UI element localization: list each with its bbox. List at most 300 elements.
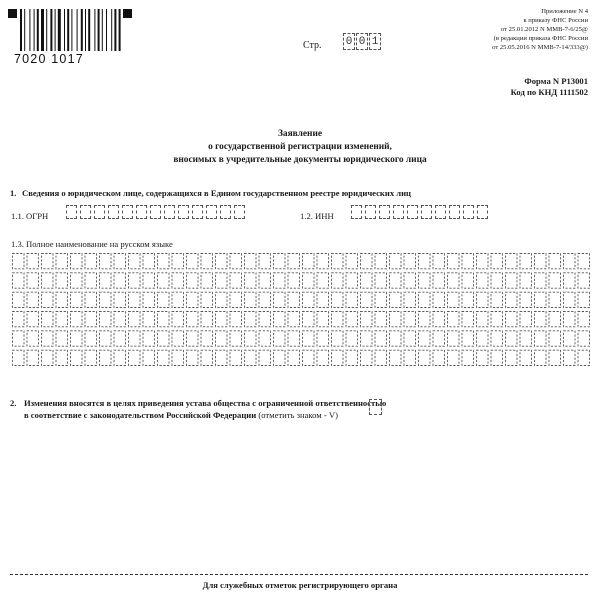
name-cell[interactable]: [564, 273, 576, 288]
name-cell[interactable]: [129, 292, 141, 307]
name-cell[interactable]: [361, 254, 373, 269]
name-cell[interactable]: [13, 331, 25, 346]
name-cell[interactable]: [462, 312, 474, 327]
name-cell[interactable]: [361, 312, 373, 327]
footer-note: Для служебных отметок регистрирующего органа: [202, 580, 398, 590]
name-cell[interactable]: [85, 312, 97, 327]
name-cell[interactable]: [187, 312, 199, 327]
name-cell[interactable]: [549, 273, 561, 288]
name-cell[interactable]: [259, 312, 271, 327]
barcode-bar: [41, 9, 44, 51]
name-cell[interactable]: [27, 254, 39, 269]
name-cell[interactable]: [578, 254, 590, 269]
name-cell[interactable]: [448, 350, 460, 365]
name-cell[interactable]: [27, 292, 39, 307]
name-cell[interactable]: [564, 350, 576, 365]
digit-cell[interactable]: [164, 205, 175, 219]
name-cell[interactable]: [288, 312, 300, 327]
name-cell[interactable]: [245, 273, 257, 288]
name-cell[interactable]: [114, 350, 126, 365]
name-cell[interactable]: [491, 312, 503, 327]
name-cell[interactable]: [71, 254, 83, 269]
name-cell[interactable]: [13, 312, 25, 327]
name-cell[interactable]: [578, 350, 590, 365]
name-cell[interactable]: [506, 254, 518, 269]
name-cell[interactable]: [27, 273, 39, 288]
name-cell[interactable]: [375, 273, 387, 288]
name-cell[interactable]: [129, 273, 141, 288]
digit-cell[interactable]: [80, 205, 91, 219]
name-cell[interactable]: [404, 312, 416, 327]
name-cell[interactable]: [245, 254, 257, 269]
name-cell[interactable]: [375, 254, 387, 269]
name-cell[interactable]: [491, 350, 503, 365]
name-cell[interactable]: [506, 350, 518, 365]
digit-cell[interactable]: [108, 205, 119, 219]
name-cell[interactable]: [129, 254, 141, 269]
barcode-bar: [67, 9, 69, 51]
name-cell[interactable]: [274, 331, 286, 346]
name-cell[interactable]: [259, 331, 271, 346]
name-cell[interactable]: [535, 312, 547, 327]
name-cell[interactable]: [317, 254, 329, 269]
name-cell[interactable]: [158, 254, 170, 269]
title-line: о государственной регистрации изменений,: [208, 142, 392, 152]
digit-cell[interactable]: [477, 205, 488, 219]
name-cell[interactable]: [433, 292, 445, 307]
name-cell[interactable]: [332, 273, 344, 288]
name-cell[interactable]: [433, 350, 445, 365]
name-cell[interactable]: [216, 292, 228, 307]
barcode-bar: [88, 9, 90, 51]
name-cell[interactable]: [317, 350, 329, 365]
name-cell[interactable]: [230, 331, 242, 346]
name-cell[interactable]: [361, 292, 373, 307]
name-cell[interactable]: [201, 350, 213, 365]
barcode-bar: [46, 9, 47, 51]
name-cell[interactable]: [448, 254, 460, 269]
barcode-bar: [71, 9, 72, 51]
name-cell[interactable]: [288, 350, 300, 365]
name-cell[interactable]: [158, 292, 170, 307]
name-cell[interactable]: [535, 292, 547, 307]
name-cell[interactable]: [404, 254, 416, 269]
annex-note: [348, 7, 588, 52]
page-digit-cell[interactable]: 0: [356, 33, 368, 50]
name-cell[interactable]: [419, 292, 431, 307]
name-cell[interactable]: [303, 331, 315, 346]
digit-cell[interactable]: [234, 205, 245, 219]
name-cell[interactable]: [462, 292, 474, 307]
name-cell[interactable]: [346, 254, 358, 269]
name-cell[interactable]: [230, 292, 242, 307]
name-cell[interactable]: [303, 312, 315, 327]
full-name-label: 1.3. Полное наименование на русском языке: [11, 239, 173, 249]
name-cell[interactable]: [448, 312, 460, 327]
name-cell[interactable]: [390, 312, 402, 327]
name-cell[interactable]: [216, 273, 228, 288]
name-cell[interactable]: [187, 331, 199, 346]
section2-block: [10, 397, 390, 421]
name-cell[interactable]: [564, 312, 576, 327]
name-cell[interactable]: [187, 254, 199, 269]
name-cell[interactable]: [13, 254, 25, 269]
name-cell[interactable]: [564, 331, 576, 346]
name-cell[interactable]: [172, 331, 184, 346]
name-cell[interactable]: [477, 254, 489, 269]
barcode-bar: [102, 9, 103, 51]
name-cell[interactable]: [71, 312, 83, 327]
name-cell[interactable]: [520, 273, 532, 288]
name-cell[interactable]: [578, 273, 590, 288]
name-cell[interactable]: [100, 292, 112, 307]
name-cell[interactable]: [56, 312, 68, 327]
name-cell[interactable]: [535, 254, 547, 269]
name-cell[interactable]: [375, 312, 387, 327]
name-cell[interactable]: [187, 292, 199, 307]
name-cell[interactable]: [332, 331, 344, 346]
digit-cell[interactable]: [435, 205, 446, 219]
name-cell[interactable]: [549, 331, 561, 346]
page-digit-cell[interactable]: 1: [369, 33, 381, 50]
name-cell[interactable]: [361, 273, 373, 288]
name-cell[interactable]: [85, 254, 97, 269]
name-cell[interactable]: [520, 331, 532, 346]
name-cell[interactable]: [390, 350, 402, 365]
name-cell[interactable]: [274, 273, 286, 288]
ogrn-field[interactable]: [66, 205, 248, 219]
name-cell[interactable]: [129, 312, 141, 327]
name-cell[interactable]: [85, 331, 97, 346]
name-cell[interactable]: [216, 254, 228, 269]
name-cell[interactable]: [390, 254, 402, 269]
name-cell[interactable]: [158, 350, 170, 365]
name-cell[interactable]: [419, 312, 431, 327]
name-cell[interactable]: [42, 350, 54, 365]
name-cell[interactable]: [85, 273, 97, 288]
name-cell[interactable]: [230, 350, 242, 365]
barcode-bar: [81, 9, 83, 51]
name-cell[interactable]: [56, 331, 68, 346]
name-cell[interactable]: [506, 292, 518, 307]
name-cell[interactable]: [303, 254, 315, 269]
name-cell[interactable]: [433, 331, 445, 346]
name-cell[interactable]: [245, 292, 257, 307]
name-cell[interactable]: [114, 331, 126, 346]
section1-heading-text: Сведения о юридическом лице, содержащихся в Едином государственном реестре юридических лиц: [22, 188, 411, 198]
name-cell[interactable]: [114, 292, 126, 307]
name-cell[interactable]: [375, 331, 387, 346]
name-cell[interactable]: [520, 350, 532, 365]
name-cell[interactable]: [564, 254, 576, 269]
name-cell[interactable]: [346, 331, 358, 346]
name-cell[interactable]: [303, 273, 315, 288]
name-cell[interactable]: [578, 292, 590, 307]
name-cell[interactable]: [462, 331, 474, 346]
title-line: Заявление: [277, 129, 323, 139]
name-cell[interactable]: [433, 273, 445, 288]
barcode-bar: [37, 9, 39, 51]
name-cell[interactable]: [230, 312, 242, 327]
name-cell[interactable]: [332, 350, 344, 365]
digit-cell[interactable]: [122, 205, 133, 219]
inn-field[interactable]: [351, 205, 491, 219]
name-cell[interactable]: [172, 273, 184, 288]
name-cell[interactable]: [274, 292, 286, 307]
full-name-grid[interactable]: [11, 252, 591, 368]
digit-cell[interactable]: [192, 205, 203, 219]
name-cell[interactable]: [491, 273, 503, 288]
name-cell[interactable]: [288, 292, 300, 307]
name-cell[interactable]: [491, 254, 503, 269]
name-cell[interactable]: [549, 254, 561, 269]
name-cell[interactable]: [361, 331, 373, 346]
name-cell[interactable]: [535, 350, 547, 365]
name-cell[interactable]: [13, 350, 25, 365]
name-cell[interactable]: [13, 292, 25, 307]
name-cell[interactable]: [448, 292, 460, 307]
name-cell[interactable]: [332, 292, 344, 307]
name-cell[interactable]: [506, 273, 518, 288]
name-cell[interactable]: [172, 254, 184, 269]
name-cell[interactable]: [172, 350, 184, 365]
barcode-bar: [29, 9, 30, 51]
name-cell[interactable]: [317, 331, 329, 346]
name-cell[interactable]: [317, 273, 329, 288]
name-cell[interactable]: [230, 273, 242, 288]
name-cell[interactable]: [216, 312, 228, 327]
name-cell[interactable]: [85, 350, 97, 365]
name-cell[interactable]: [549, 350, 561, 365]
name-cell[interactable]: [477, 350, 489, 365]
name-cell[interactable]: [158, 331, 170, 346]
name-cell[interactable]: [404, 350, 416, 365]
name-cell[interactable]: [129, 350, 141, 365]
barcode-bar: [94, 9, 95, 51]
name-cell[interactable]: [288, 331, 300, 346]
name-cell[interactable]: [303, 292, 315, 307]
digit-cell[interactable]: [421, 205, 432, 219]
digit-cell[interactable]: [351, 205, 362, 219]
name-cell[interactable]: [491, 331, 503, 346]
name-cell[interactable]: [390, 331, 402, 346]
name-cell[interactable]: [201, 331, 213, 346]
name-cell[interactable]: [346, 350, 358, 365]
digit-cell[interactable]: [407, 205, 418, 219]
name-cell[interactable]: [143, 312, 155, 327]
name-cell[interactable]: [13, 273, 25, 288]
form-code: [511, 76, 588, 98]
barcode-bar: [77, 9, 78, 51]
name-cell[interactable]: [114, 312, 126, 327]
name-cell[interactable]: [172, 292, 184, 307]
name-cell[interactable]: [187, 350, 199, 365]
barcode-bar: [34, 9, 35, 51]
name-cell[interactable]: [100, 331, 112, 346]
name-cell[interactable]: [71, 331, 83, 346]
name-cell[interactable]: [143, 254, 155, 269]
digit-cell[interactable]: [178, 205, 189, 219]
name-cell[interactable]: [404, 273, 416, 288]
name-cell[interactable]: [100, 254, 112, 269]
name-cell[interactable]: [520, 292, 532, 307]
ogrn-label: 1.1. ОГРН: [11, 211, 49, 221]
name-cell[interactable]: [27, 331, 39, 346]
name-cell[interactable]: [201, 254, 213, 269]
name-cell[interactable]: [462, 254, 474, 269]
name-cell[interactable]: [317, 312, 329, 327]
digit-cell[interactable]: [393, 205, 404, 219]
name-cell[interactable]: [346, 273, 358, 288]
name-cell[interactable]: [100, 312, 112, 327]
name-cell[interactable]: [477, 331, 489, 346]
name-cell[interactable]: [100, 273, 112, 288]
name-cell[interactable]: [477, 292, 489, 307]
name-cell[interactable]: [390, 273, 402, 288]
digit-cell[interactable]: [463, 205, 474, 219]
page-digit-cell[interactable]: 0: [343, 33, 355, 50]
name-cell[interactable]: [288, 273, 300, 288]
name-cell[interactable]: [578, 331, 590, 346]
name-cell[interactable]: [477, 273, 489, 288]
name-cell[interactable]: [71, 350, 83, 365]
name-cell[interactable]: [404, 331, 416, 346]
name-cell[interactable]: [564, 292, 576, 307]
name-cell[interactable]: [259, 292, 271, 307]
name-cell[interactable]: [433, 312, 445, 327]
name-cell[interactable]: [143, 331, 155, 346]
name-cell[interactable]: [274, 254, 286, 269]
name-cell[interactable]: [201, 312, 213, 327]
name-cell[interactable]: [506, 312, 518, 327]
name-cell[interactable]: [230, 254, 242, 269]
name-cell[interactable]: [114, 254, 126, 269]
name-cell[interactable]: [332, 254, 344, 269]
digit-cell[interactable]: [379, 205, 390, 219]
document-title: [0, 128, 600, 167]
name-cell[interactable]: [71, 292, 83, 307]
name-cell[interactable]: [143, 350, 155, 365]
digit-cell[interactable]: [206, 205, 217, 219]
name-cell[interactable]: [172, 312, 184, 327]
digit-cell[interactable]: [150, 205, 161, 219]
digit-cell[interactable]: [220, 205, 231, 219]
name-cell[interactable]: [288, 254, 300, 269]
name-cell[interactable]: [433, 254, 445, 269]
name-cell[interactable]: [375, 350, 387, 365]
name-cell[interactable]: [506, 331, 518, 346]
name-cell[interactable]: [201, 273, 213, 288]
name-cell[interactable]: [419, 273, 431, 288]
name-cell[interactable]: [520, 254, 532, 269]
name-cell[interactable]: [549, 312, 561, 327]
title-line: вносимых в учредительные документы юридического лица: [173, 155, 427, 165]
name-cell[interactable]: [390, 292, 402, 307]
name-cell[interactable]: [259, 273, 271, 288]
digit-cell[interactable]: [94, 205, 105, 219]
name-cell[interactable]: [201, 292, 213, 307]
digit-cell[interactable]: [66, 205, 77, 219]
name-cell[interactable]: [114, 273, 126, 288]
name-cell[interactable]: [56, 254, 68, 269]
name-cell[interactable]: [549, 292, 561, 307]
section1-heading: [10, 188, 411, 198]
name-cell[interactable]: [535, 273, 547, 288]
name-cell[interactable]: [419, 350, 431, 365]
name-cell[interactable]: [375, 292, 387, 307]
name-cell[interactable]: [520, 312, 532, 327]
name-cell[interactable]: [56, 292, 68, 307]
name-cell[interactable]: [361, 350, 373, 365]
section2-number: 2.: [10, 398, 17, 408]
name-cell[interactable]: [56, 350, 68, 365]
name-cell[interactable]: [129, 331, 141, 346]
name-cell[interactable]: [42, 254, 54, 269]
name-cell[interactable]: [100, 350, 112, 365]
name-cell[interactable]: [245, 312, 257, 327]
name-cell[interactable]: [187, 273, 199, 288]
name-cell[interactable]: [216, 350, 228, 365]
name-cell[interactable]: [245, 331, 257, 346]
name-cell[interactable]: [71, 273, 83, 288]
inn-label: 1.2. ИНН: [300, 211, 334, 221]
name-cell[interactable]: [491, 292, 503, 307]
name-cell[interactable]: [419, 331, 431, 346]
name-cell[interactable]: [448, 331, 460, 346]
name-cell[interactable]: [462, 350, 474, 365]
name-cell[interactable]: [158, 312, 170, 327]
annex-line: от 25.01.2012 N ММВ-7-6/25@: [500, 26, 588, 33]
name-cell[interactable]: [158, 273, 170, 288]
name-cell[interactable]: [477, 312, 489, 327]
name-cell[interactable]: [259, 350, 271, 365]
name-cell[interactable]: [346, 292, 358, 307]
name-cell[interactable]: [42, 273, 54, 288]
name-cell[interactable]: [274, 312, 286, 327]
barcode-bar: [85, 9, 86, 51]
name-cell[interactable]: [42, 312, 54, 327]
name-cell[interactable]: [578, 312, 590, 327]
name-cell[interactable]: [274, 350, 286, 365]
name-cell[interactable]: [535, 331, 547, 346]
name-cell[interactable]: [346, 312, 358, 327]
digit-cell[interactable]: [449, 205, 460, 219]
name-cell[interactable]: [216, 331, 228, 346]
name-cell[interactable]: [332, 312, 344, 327]
name-cell[interactable]: [27, 312, 39, 327]
name-cell[interactable]: [42, 331, 54, 346]
name-cell[interactable]: [85, 292, 97, 307]
barcode-bar: [106, 9, 107, 51]
name-cell[interactable]: [143, 292, 155, 307]
name-cell[interactable]: [42, 292, 54, 307]
digit-cell[interactable]: [136, 205, 147, 219]
name-cell[interactable]: [448, 273, 460, 288]
name-cell[interactable]: [404, 292, 416, 307]
name-cell[interactable]: [419, 254, 431, 269]
section2-checkbox[interactable]: [369, 399, 382, 415]
name-cell[interactable]: [245, 350, 257, 365]
name-cell[interactable]: [56, 273, 68, 288]
name-cell[interactable]: [259, 254, 271, 269]
name-cell[interactable]: [303, 350, 315, 365]
name-cell[interactable]: [27, 350, 39, 365]
name-cell[interactable]: [462, 273, 474, 288]
digit-cell[interactable]: [365, 205, 376, 219]
barcode-bar: [111, 9, 112, 51]
name-cell[interactable]: [143, 273, 155, 288]
name-cell[interactable]: [317, 292, 329, 307]
